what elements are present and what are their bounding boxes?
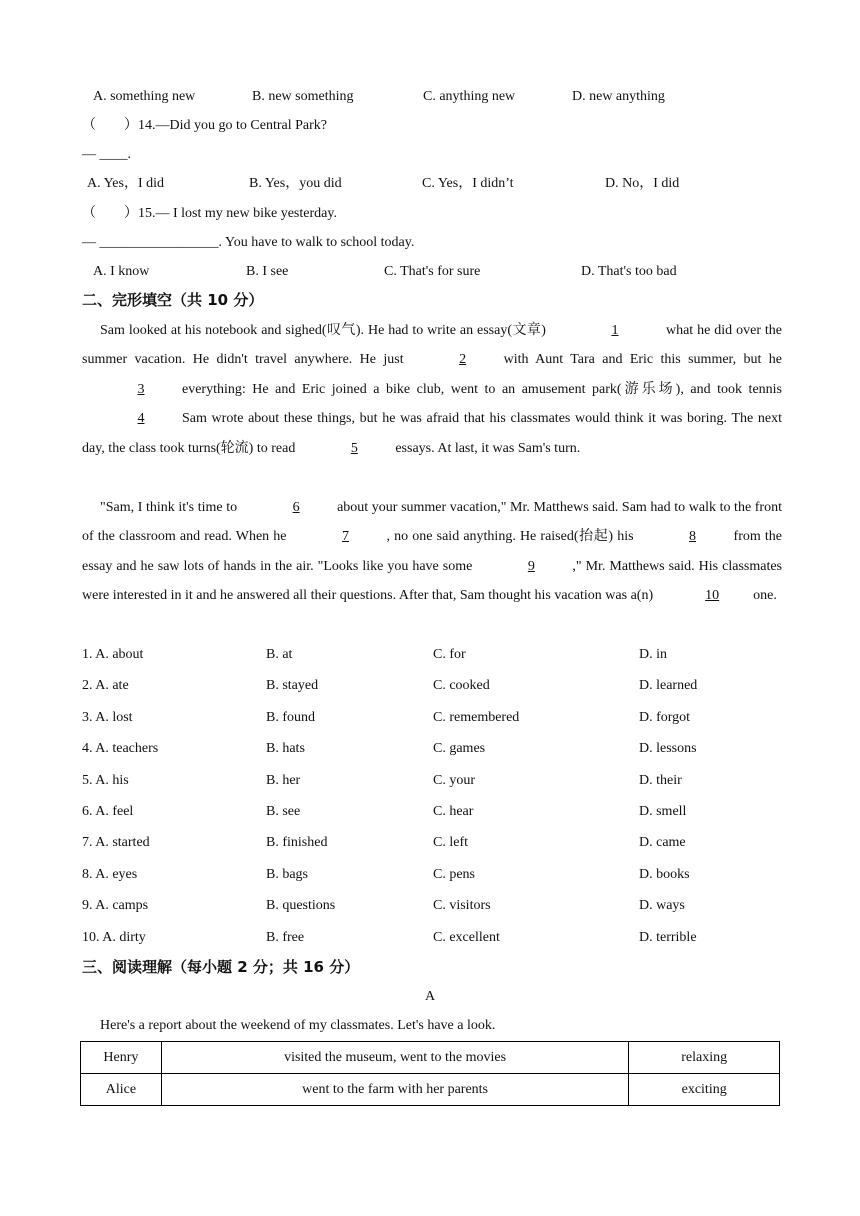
cloze-option: 2. A. ate bbox=[82, 678, 129, 694]
passage-label: A bbox=[424, 989, 436, 1004]
weekend-report-table bbox=[80, 1041, 780, 1106]
cloze-text: with Aunt Tara and Eric this summer, but he bbox=[503, 352, 782, 368]
section2-title: 二、完形填空（共 10 分） bbox=[82, 291, 264, 309]
q14-bracket: （ ） bbox=[82, 118, 138, 133]
q14-option-b: B. Yes，you did bbox=[249, 176, 342, 191]
cloze-option: 6. A. feel bbox=[82, 804, 134, 819]
cloze-text: "Sam, I think it's time to bbox=[100, 500, 238, 515]
cloze-option: D. forgot bbox=[639, 709, 691, 725]
cloze-option: C. pens bbox=[433, 866, 475, 882]
q15-answer-line bbox=[82, 233, 414, 253]
q15-option-b: B. I see bbox=[246, 264, 289, 279]
q14-question bbox=[82, 116, 327, 136]
q15-option-a: A. I know bbox=[93, 264, 150, 279]
cloze-option: 9. A. camps bbox=[82, 898, 149, 914]
cloze-option: C. hear bbox=[433, 804, 474, 819]
cloze-option: B. her bbox=[266, 772, 301, 788]
cloze-option: 8. A. eyes bbox=[82, 866, 138, 882]
q14-answer-end: . bbox=[127, 147, 131, 162]
cloze-option: D. their bbox=[639, 772, 682, 788]
q15-option-c: C. That's for sure bbox=[384, 264, 481, 279]
q15-bracket: （ ） bbox=[82, 206, 138, 221]
cloze-text: from the essay and he saw lots of hands in the air. "Looks like you have some bbox=[82, 529, 782, 574]
cloze-text: one. bbox=[753, 588, 777, 604]
q14-option-a: A. Yes，I did bbox=[87, 176, 165, 191]
table-row bbox=[81, 1042, 780, 1074]
cloze-option: D. terrible bbox=[639, 929, 697, 945]
table-cell: Alice bbox=[81, 1074, 162, 1106]
cloze-option: C. visitors bbox=[433, 898, 491, 914]
table-row bbox=[81, 1074, 780, 1106]
cloze-option: C. excellent bbox=[433, 929, 500, 945]
cloze-option: D. in bbox=[639, 647, 667, 662]
q13-option-b: B. new something bbox=[252, 89, 354, 104]
q14-option-c: C. Yes，I didn’t bbox=[422, 176, 514, 191]
cloze-option: B. bags bbox=[266, 866, 308, 882]
q14-answer-dash: — bbox=[82, 147, 100, 162]
q14-text: 14.—Did you go to Central Park? bbox=[138, 118, 327, 133]
table-cell: Henry bbox=[81, 1042, 162, 1074]
cloze-option: B. stayed bbox=[266, 678, 319, 694]
cloze-option: 3. A. lost bbox=[82, 709, 133, 725]
cloze-option: 1. A. about bbox=[82, 647, 144, 662]
cloze-blank-4: 4 bbox=[137, 411, 145, 427]
cloze-option: B. questions bbox=[266, 898, 336, 914]
cloze-text: Sam wrote about these things, but he was afraid that his classmates would think it was boring. The next day, the class took turns(轮流) to read bbox=[82, 411, 782, 456]
q14-answer-line bbox=[82, 145, 131, 165]
cloze-option: D. smell bbox=[639, 804, 687, 819]
table-cell: relaxing bbox=[629, 1042, 780, 1074]
q15-answer-dash: — bbox=[82, 235, 100, 250]
q15-question bbox=[82, 204, 337, 224]
q14-option-d: D. No，I did bbox=[605, 176, 680, 191]
cloze-text: Sam looked at his notebook and sighed(叹气). He had to write an essay(文章) bbox=[100, 323, 546, 338]
q13-option-c: C. anything new bbox=[423, 89, 516, 104]
cloze-blank-7: 7 bbox=[342, 529, 350, 545]
cloze-blank-1: 1 bbox=[611, 323, 619, 338]
section3-title: 三、阅读理解（每小题 2 分；共 16 分） bbox=[82, 958, 360, 976]
cloze-option: C. games bbox=[433, 741, 486, 757]
cloze-blank-8: 8 bbox=[689, 529, 697, 545]
cloze-blank-6: 6 bbox=[292, 500, 300, 515]
cloze-option: C. for bbox=[433, 647, 466, 662]
cloze-option: 10. A. dirty bbox=[82, 929, 146, 945]
cloze-option: B. found bbox=[266, 709, 315, 725]
q15-answer-end: . You have to walk to school today. bbox=[218, 235, 415, 250]
cloze-option: B. see bbox=[266, 804, 301, 819]
q15-text: 15.— I lost my new bike yesterday. bbox=[138, 206, 337, 221]
cloze-blank-5: 5 bbox=[350, 440, 358, 456]
cloze-paragraph-2 bbox=[82, 493, 782, 611]
cloze-option: C. your bbox=[433, 772, 475, 788]
cloze-option: C. remembered bbox=[433, 709, 520, 725]
cloze-option: D. lessons bbox=[639, 741, 697, 757]
cloze-option: 4. A. teachers bbox=[82, 741, 159, 757]
table-cell: went to the farm with her parents bbox=[161, 1074, 629, 1106]
cloze-option: B. hats bbox=[266, 741, 305, 757]
cloze-text: essays. At last, it was Sam's turn. bbox=[395, 440, 581, 456]
q13-option-a: A. something new bbox=[93, 89, 196, 104]
q15-answer-blank: _________________ bbox=[99, 235, 219, 250]
cloze-option: B. finished bbox=[266, 835, 328, 851]
cloze-option: D. came bbox=[639, 835, 686, 851]
cloze-option: B. at bbox=[266, 647, 293, 662]
table-cell: exciting bbox=[629, 1074, 780, 1106]
cloze-option: 7. A. started bbox=[82, 835, 150, 851]
cloze-text: everything: He and Eric joined a bike club, went to an amusement park(游乐场), and took tennis bbox=[182, 381, 782, 397]
cloze-paragraph-1 bbox=[82, 316, 782, 463]
cloze-blank-3: 3 bbox=[137, 381, 145, 397]
cloze-option: C. cooked bbox=[433, 678, 490, 694]
cloze-text: about your summer vacation," Mr. Matthews said. Sam had to walk to the front of the classroom and read. When he bbox=[82, 500, 782, 545]
cloze-blank-9: 9 bbox=[527, 558, 535, 574]
cloze-option: 5. A. his bbox=[82, 772, 129, 788]
cloze-text: , no one said anything. He raised(抬起) his bbox=[386, 529, 634, 545]
q13-option-d: D. new anything bbox=[572, 89, 665, 104]
cloze-option: C. left bbox=[433, 835, 468, 851]
cloze-text: what he did over the summer vacation. He didn't travel anywhere. He just bbox=[82, 323, 783, 368]
cloze-text: ," Mr. Matthews said. His classmates were interested in it and he answered all their questions. After that, Sam thought his vacation was a(n) bbox=[82, 558, 783, 604]
cloze-option: B. free bbox=[266, 929, 305, 945]
q14-answer-blank: ____ bbox=[99, 147, 128, 162]
cloze-blank-2: 2 bbox=[459, 352, 467, 368]
cloze-option: D. learned bbox=[639, 678, 698, 694]
cloze-blank-10: 10 bbox=[705, 588, 720, 604]
cloze-option: D. books bbox=[639, 866, 690, 882]
passage-intro: Here's a report about the weekend of my classmates. Let's have a look. bbox=[100, 1018, 496, 1033]
q15-option-d: D. That's too bad bbox=[581, 264, 677, 279]
cloze-option: D. ways bbox=[639, 898, 685, 914]
table-cell: visited the museum, went to the movies bbox=[161, 1042, 629, 1074]
